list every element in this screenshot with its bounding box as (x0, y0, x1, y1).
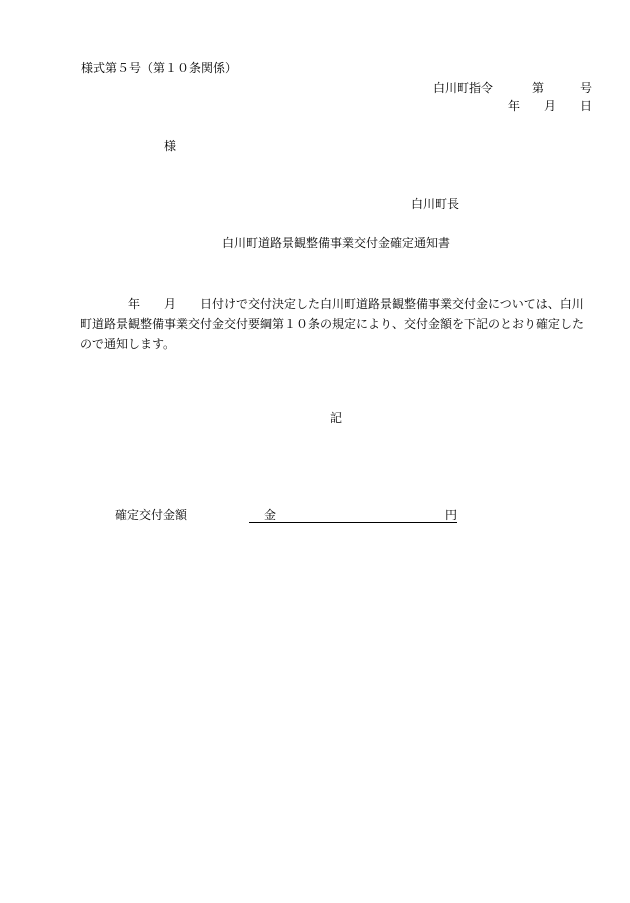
document-title: 白川町道路景観整備事業交付金確定通知書 (222, 236, 451, 250)
date-year: 年 (508, 99, 521, 113)
body-line-1-text: 日付けで交付決定した白川町道路景観整備事業交付金については、白川 (200, 297, 584, 311)
amount-field (249, 507, 457, 523)
body-paragraph (80, 294, 592, 354)
amount-kin: 金 (264, 508, 277, 522)
directive-prefix: 白川町指令 (433, 81, 494, 95)
ki-heading: 記 (330, 411, 343, 425)
form-number: 様式第５号（第１０条関係） (81, 61, 238, 75)
directive-dai: 第 (532, 81, 545, 95)
issuer: 白川町長 (411, 197, 460, 211)
body-line-3: ので通知します。 (80, 337, 176, 351)
date-month: 月 (544, 99, 557, 113)
body-line-2: 町道路景観整備事業交付金交付要綱第１０条の規定により、交付金額を下記のとおり確定した (80, 317, 585, 331)
recipient-honorific: 様 (164, 139, 177, 153)
amount-yen: 円 (444, 508, 457, 522)
body-month: 月 (164, 297, 177, 311)
directive-go: 号 (580, 81, 593, 95)
body-year: 年 (128, 297, 141, 311)
body-line-1 (80, 294, 592, 314)
date-day: 日 (580, 99, 593, 113)
amount-label: 確定交付金額 (115, 508, 188, 522)
